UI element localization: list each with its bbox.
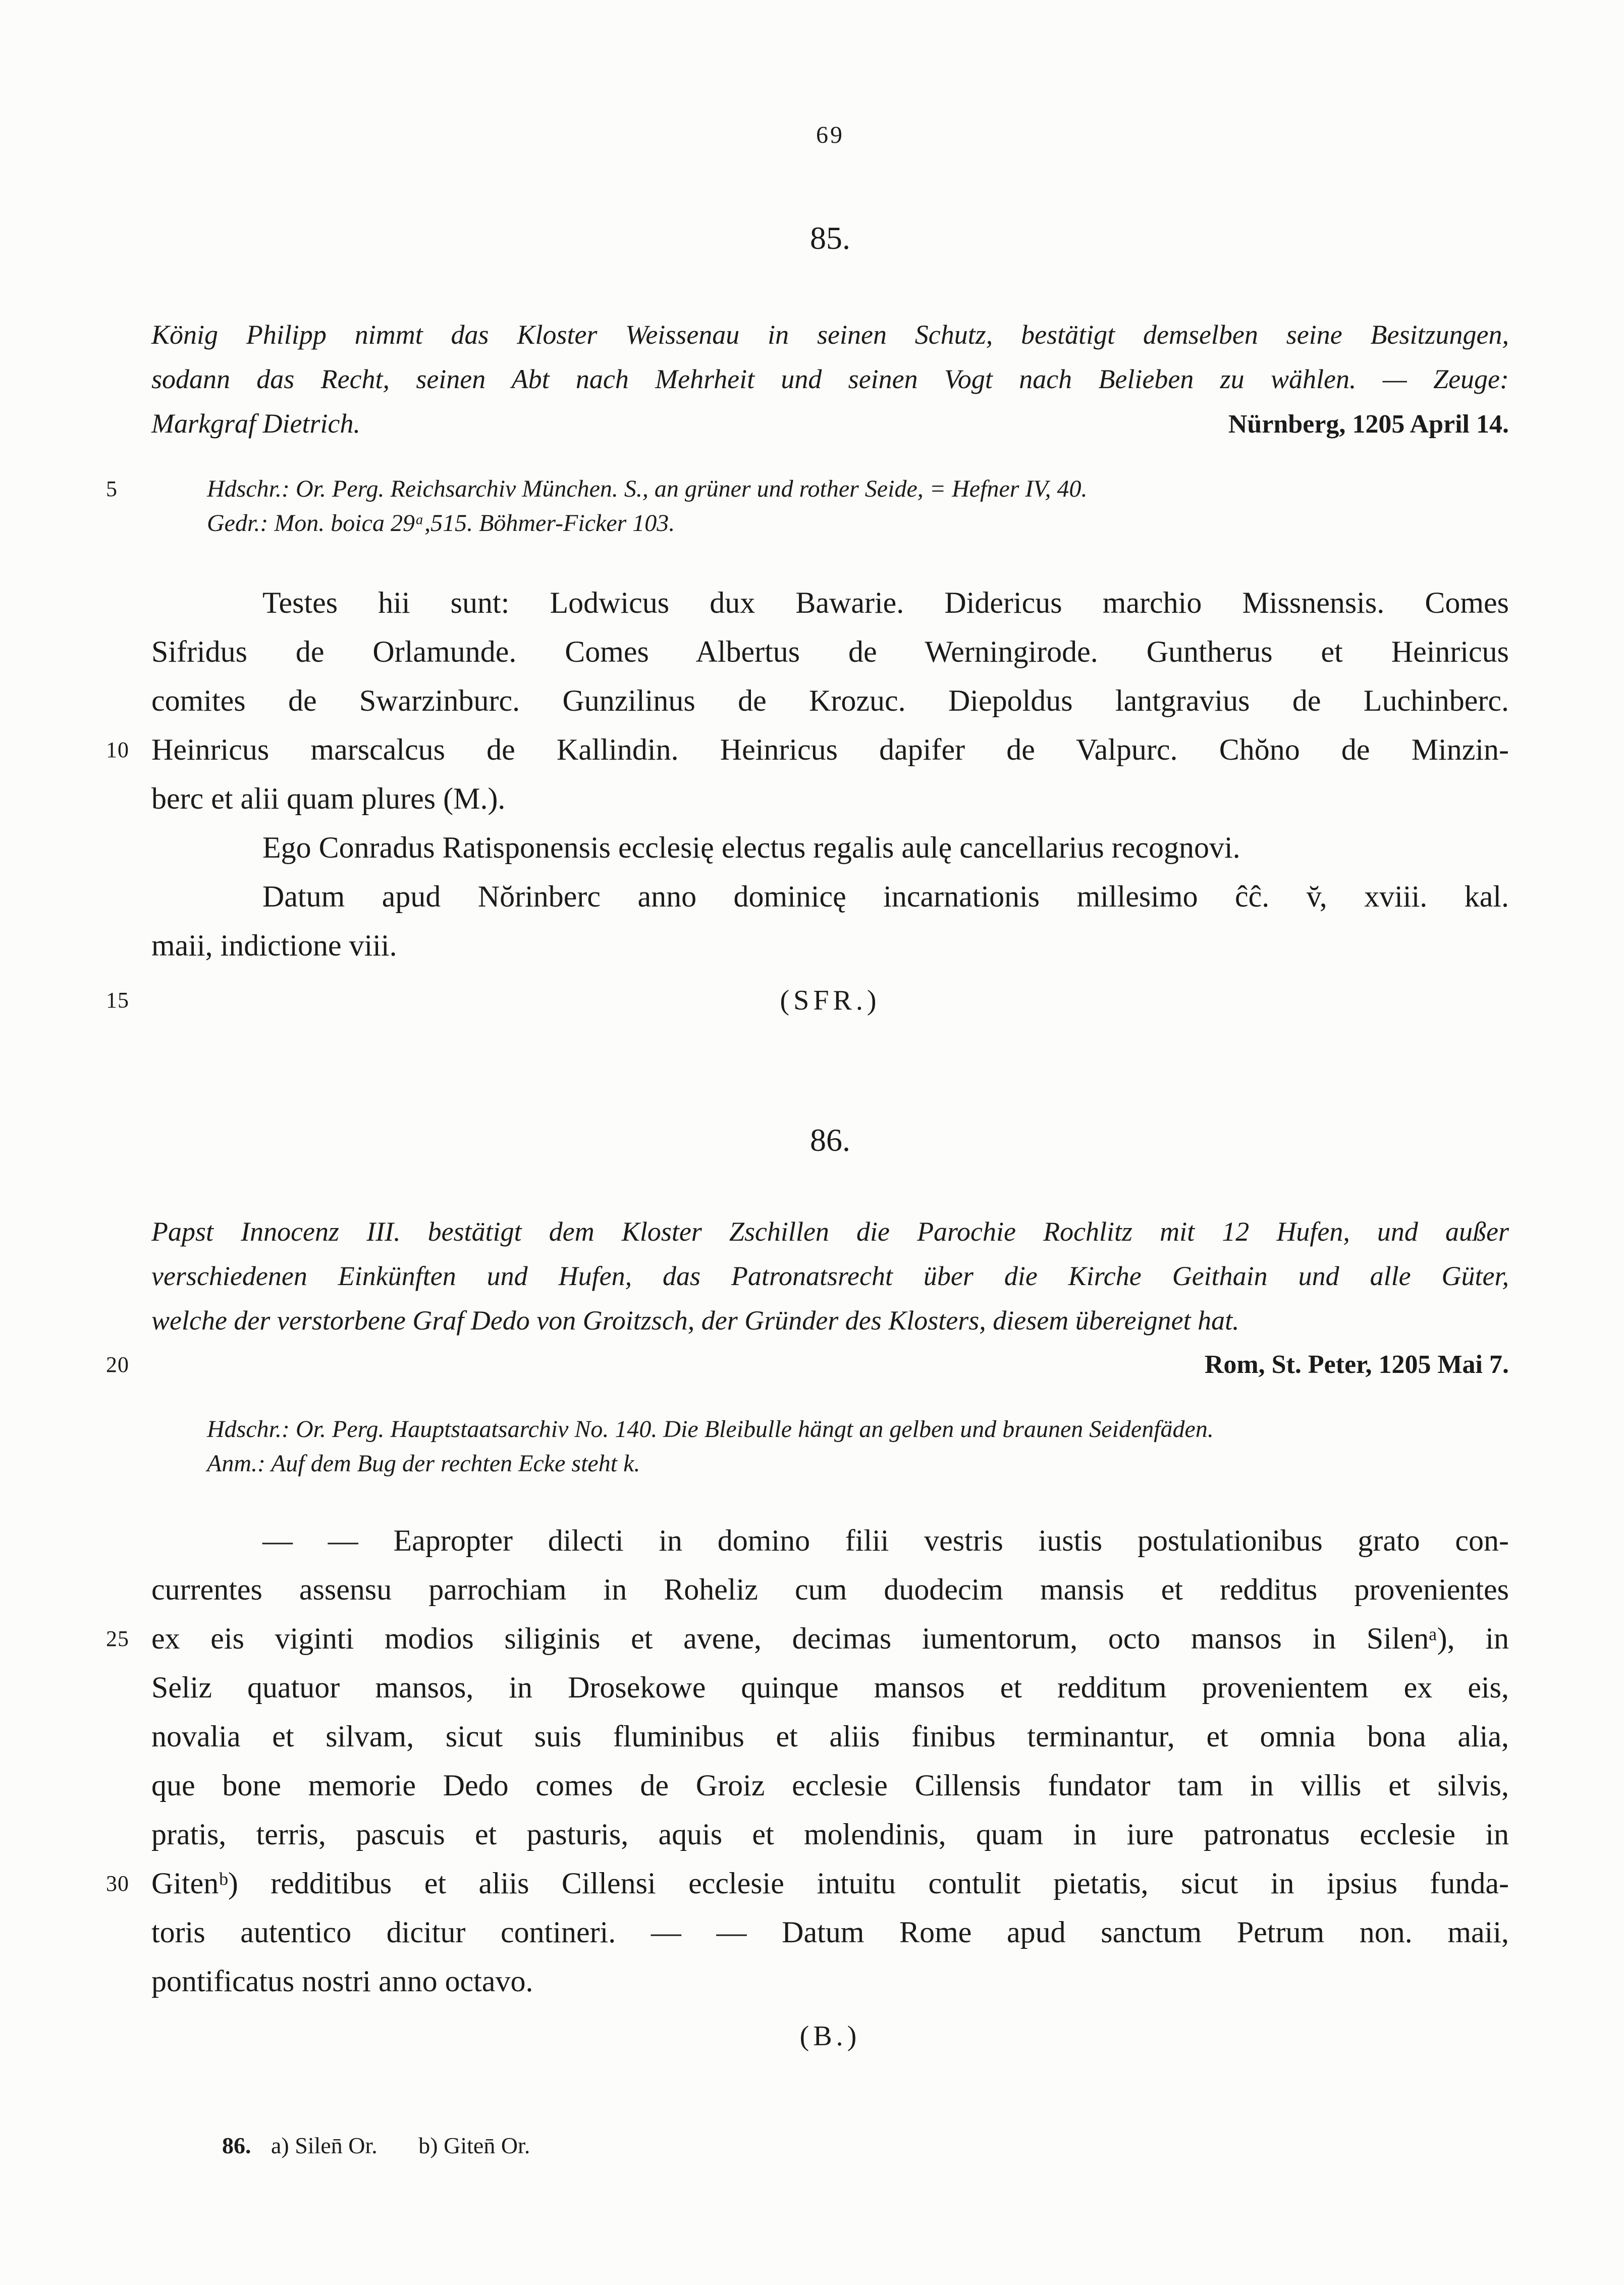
text-line xyxy=(151,1209,1509,1254)
footnote-note-a: a) Silen̄ Or. xyxy=(271,2133,377,2158)
text-line xyxy=(151,1254,1509,1298)
text-line xyxy=(151,627,1509,676)
text-line xyxy=(207,1447,1509,1481)
text-line-content: comites de Swarzinburc. Gunzilinus de Krozuc. Diepoldus lantgravius de Luchinberc. xyxy=(151,684,1509,717)
text-line xyxy=(151,578,1509,627)
entry-86-source xyxy=(207,1412,1509,1481)
line-number: 25 xyxy=(106,1626,129,1651)
footnote-label: 86. xyxy=(222,2133,251,2158)
entry-86-seal-text: (B.) xyxy=(799,2021,861,2052)
text-line xyxy=(151,1298,1509,1343)
entry-85-seal-mark xyxy=(106,980,1509,1021)
entry-86-dateline xyxy=(106,1343,1509,1387)
text-line xyxy=(151,1957,1509,2006)
text-line-content: Papst Innocenz III. bestätigt dem Kloster Zschillen die Parochie Rochlitz mit 12 Hufen, und außer xyxy=(151,1216,1509,1247)
page-number: 69 xyxy=(816,122,844,148)
text-line-content: welche der verstorbene Graf Dedo von Groitzsch, der Gründer des Klosters, diesem übereignet hat. xyxy=(151,1305,1239,1336)
text-line-content: Hdschr.: Or. Perg. Reichsarchiv München. S., an grüner und rother Seide, = Hefner IV, 40. xyxy=(207,475,1088,502)
text-line xyxy=(151,312,1509,357)
entry-85-heading: 85. xyxy=(810,220,850,256)
text-line xyxy=(151,1761,1509,1810)
text-line xyxy=(151,1516,1509,1565)
text-line xyxy=(207,506,1509,541)
entry-85-body xyxy=(106,578,1509,970)
line-number: 30 xyxy=(106,1871,129,1896)
text-line-content: maii, indictione viii. xyxy=(151,929,397,962)
text-line-content: Hdschr.: Or. Perg. Hauptstaatsarchiv No. 140. Die Bleibulle hängt an gelben und braunen Seidenfäden. xyxy=(207,1416,1214,1443)
line-number: 10 xyxy=(106,737,129,762)
text-line-content: currentes assensu parrochiam in Roheliz cum duodecim mansis et redditus provenientes xyxy=(151,1573,1509,1606)
text-line xyxy=(151,774,1509,823)
line-number: 15 xyxy=(106,988,129,1013)
line-number: 20 xyxy=(106,1352,129,1377)
text-line-content: berc et alii quam plures (M.). xyxy=(151,782,506,815)
entry-86 xyxy=(106,1122,1509,2056)
entry-85-dateline xyxy=(151,401,1509,447)
text-line-content: pratis, terris, pascuis et pasturis, aquis et molendinis, quam in iure patronatus ecclesie in xyxy=(151,1818,1509,1851)
text-line xyxy=(106,1614,1509,1663)
entry-86-date: Rom, St. Peter, 1205 Mai 7. xyxy=(1204,1350,1509,1379)
text-line-content: Datum apud Nŏrinberc anno dominicę incarnationis millesimo ĉĉ. v̆, xviii. kal. xyxy=(262,880,1509,913)
text-line-content: Ego Conradus Ratisponensis ecclesię electus regalis aulę cancellarius recognovi. xyxy=(262,831,1240,864)
text-line-content: novalia et silvam, sicut suis fluminibus et aliis finibus terminantur, et omnia bona alia, xyxy=(151,1720,1509,1753)
entry-85-source xyxy=(106,472,1509,541)
text-line-content: verschiedenen Einkünften und Hufen, das Patronatsrecht über die Kirche Geithain und alle Güter, xyxy=(151,1261,1509,1291)
entry-86-seal-mark xyxy=(151,2016,1509,2056)
text-line xyxy=(151,1810,1509,1859)
line-number: 5 xyxy=(106,476,118,501)
text-line-content: Sifridus de Orlamunde. Comes Albertus de Werningirode. Guntherus et Heinricus xyxy=(151,635,1509,668)
text-line-content: Heinricus marscalcus de Kallindin. Heinricus dapifer de Valpurc. Chŏno de Minzin- xyxy=(151,733,1509,766)
footnote xyxy=(222,2132,1509,2159)
text-line xyxy=(151,823,1509,872)
entry-86-summary-lines xyxy=(151,1209,1509,1343)
text-line xyxy=(151,1712,1509,1761)
text-line-content: Anm.: Auf dem Bug der rechten Ecke steht k. xyxy=(207,1450,640,1477)
entry-85-source-lines xyxy=(106,472,1509,541)
entry-85-summary xyxy=(151,312,1509,447)
text-line xyxy=(106,1859,1509,1908)
text-line xyxy=(151,357,1509,401)
text-line-content: Gedr.: Mon. boica 29ᵃ,515. Böhmer-Ficker 103. xyxy=(207,510,675,537)
text-line-content: Seliz quatuor mansos, in Drosekowe quinque mansos et redditum provenientem ex eis, xyxy=(151,1671,1509,1704)
text-line-content: que bone memorie Dedo comes de Groiz ecclesie Cillensis fundator tam in villis et silvis, xyxy=(151,1769,1509,1802)
entry-86-source-lines xyxy=(207,1412,1509,1481)
entry-86-body-lines xyxy=(106,1516,1509,2006)
text-line-content: Testes hii sunt: Lodwicus dux Bawarie. Didericus marchio Missnensis. Comes xyxy=(262,586,1509,619)
text-line-content: pontificatus nostri anno octavo. xyxy=(151,1964,533,1998)
footnote-note-b: b) Giten̄ Or. xyxy=(418,2133,530,2158)
text-line xyxy=(151,1663,1509,1712)
entry-85 xyxy=(106,220,1509,1021)
entry-85-date: Nürnberg, 1205 April 14. xyxy=(1228,410,1509,439)
entry-86-body xyxy=(106,1516,1509,2006)
entry-86-summary xyxy=(106,1209,1509,1387)
entry-86-heading: 86. xyxy=(810,1122,850,1158)
text-line xyxy=(151,1908,1509,1957)
text-line xyxy=(106,472,1509,506)
entry-85-summary-lines xyxy=(151,312,1509,401)
text-line-content: sodann das Recht, seinen Abt nach Mehrheit und seinen Vogt nach Belieben zu wählen. — Zeuge: xyxy=(151,364,1509,394)
entry-85-summary-tail: Markgraf Dietrich. xyxy=(151,408,360,439)
text-line xyxy=(207,1412,1509,1447)
text-line-content: Gitenᵇ) redditibus et aliis Cillensi ecclesie intuitu contulit pietatis, sicut in ipsius funda- xyxy=(151,1867,1509,1900)
text-line-content: König Philipp nimmt das Kloster Weissenau in seinen Schutz, bestätigt demselben seine Besitzungen, xyxy=(151,320,1509,350)
text-line xyxy=(151,872,1509,921)
text-line-content: ex eis viginti modios siliginis et avene, decimas iumentorum, octo mansos in Silenᵃ), in xyxy=(151,1622,1509,1655)
text-line xyxy=(151,676,1509,725)
text-line-content: — — Eapropter dilecti in domino filii vestris iustis postulationibus grato con- xyxy=(262,1524,1509,1557)
text-line xyxy=(106,725,1509,774)
text-line xyxy=(151,921,1509,970)
entry-85-seal-text: (SFR.) xyxy=(780,985,881,1016)
entry-85-body-lines xyxy=(106,578,1509,970)
text-line xyxy=(151,1565,1509,1614)
text-line-content: toris autentico dicitur contineri. — — Datum Rome apud sanctum Petrum non. maii, xyxy=(151,1916,1509,1949)
